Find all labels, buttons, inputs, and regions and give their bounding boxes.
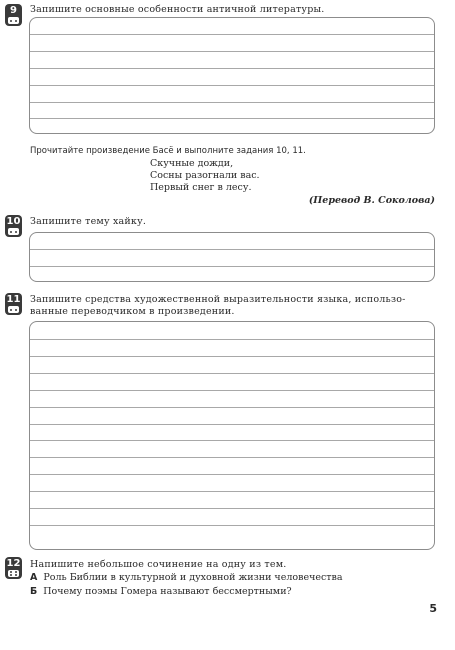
question-10-text: Запишите тему хайку. — [30, 216, 147, 227]
page-number: 5 — [429, 602, 437, 615]
task-badge-11 — [5, 293, 22, 315]
question-11-text — [30, 294, 406, 318]
essay-option-b — [30, 586, 292, 597]
poem-line: Скучные дожди, — [150, 158, 234, 169]
dice-icon — [8, 17, 19, 24]
option-letter: Б — [30, 586, 38, 597]
task-number: 11 — [6, 294, 21, 305]
task-badge-9 — [5, 4, 22, 26]
question-11-line: Запишите средства художественной выразительности языка, использо- — [30, 294, 406, 305]
answer-box-9[interactable] — [29, 17, 435, 134]
dice-icon — [8, 306, 19, 313]
instruction-text: Прочитайте произведение Басё и выполните задания 10, 11. — [30, 146, 306, 156]
question-12-text: Напишите небольшое сочинение на одну из тем. — [30, 559, 287, 570]
option-text: Почему поэмы Гомера называют бессмертными? — [43, 586, 292, 597]
task-badge-10 — [5, 215, 22, 237]
essay-option-a — [30, 572, 343, 583]
question-9-text: Запишите основные особенности античной литературы. — [30, 4, 325, 15]
answer-box-10[interactable] — [29, 232, 435, 282]
task-badge-12 — [5, 557, 22, 579]
question-11-line: ванные переводчиком в произведении. — [30, 306, 235, 317]
answer-box-11[interactable] — [29, 321, 435, 550]
dice-icon — [8, 570, 19, 577]
task-number: 12 — [6, 558, 21, 569]
translation-credit: (Перевод В. Соколова) — [308, 195, 435, 206]
option-text: Роль Библии в культурной и духовной жизни человечества — [43, 572, 343, 583]
task-number: 10 — [6, 216, 21, 227]
option-letter: А — [30, 572, 38, 583]
dice-icon — [8, 228, 19, 235]
task-number: 9 — [10, 5, 17, 16]
poem-line: Сосны разогнали вас. — [150, 170, 260, 181]
poem — [150, 158, 260, 194]
poem-line: Первый снег в лесу. — [150, 182, 252, 193]
